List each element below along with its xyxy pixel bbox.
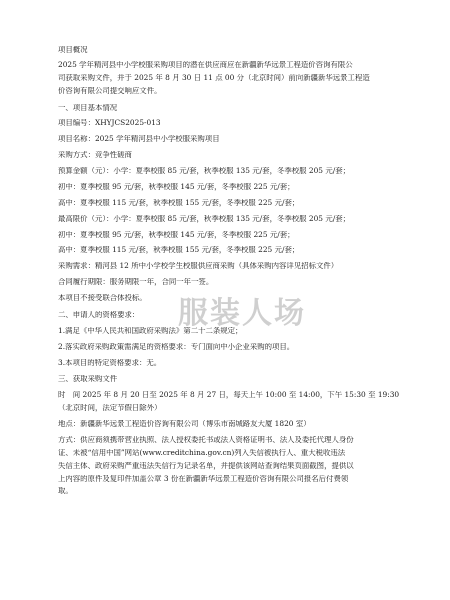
- section-heading-obtain-documents: 三、获取采购文件: [58, 375, 118, 384]
- obtain-method-line: 取。: [58, 487, 73, 496]
- obtain-method: 方式：供应商须携带营业执照、法人授权委托书或法人资格证明书、法人及委托代理人身份: [58, 435, 354, 444]
- project-name: 项目名称：2025 学年精河县中小学校服采购项目: [58, 135, 220, 144]
- consortium-note: 本项目不接受联合体投标。: [58, 294, 147, 302]
- intro-line: 2025 学年精河县中小学校服采购项目的潜在供应商应在新疆新华远景工程造价咨询有限公: [58, 60, 353, 69]
- intro-line: 司获取采购文件，并于 2025 年 8 月 30 日 11 点 00 分（北京时间）前向新疆新华远景工程造: [58, 73, 370, 82]
- project-number: 项目编号：XHYJCS2025-013: [58, 119, 161, 128]
- section-obtain-documents: [58, 391, 410, 496]
- intro-paragraph: [58, 61, 410, 96]
- max-price-high: 高中：夏季校服 115 元/套，秋季校服 155 元/套，冬季校服 225 元/套；: [58, 246, 300, 255]
- intro-line: 价咨询有限公司提交响应文件。: [58, 86, 162, 95]
- budget-high: 高中：夏季校服 115 元/套，秋季校服 155 元/套，冬季校服 225 元/套；: [58, 198, 300, 207]
- document-body: [58, 46, 410, 496]
- budget-primary: 预算金额（元）：小学：夏季校服 85 元/套，秋季校服 135 元/套，冬季校服 205 元/套；: [58, 167, 350, 175]
- obtain-method-line: 失信主体、政府采购严重违法失信行为记录名单，并提供该网站查询结果页面截图，提供以: [58, 461, 354, 470]
- contract-term: 合同履行期限：服务期限一年，合同一年一签。: [58, 278, 214, 287]
- watermark: 服装人场: [178, 296, 306, 331]
- obtain-time: 时 间 2025 年 8 月 20 日至 2025 年 8 月 27 日，每天上午 10:00 至 14:00，下午 15:30 至 19:30: [58, 391, 400, 400]
- qualification-item: 3.本项目的特定资格要求：无。: [58, 358, 162, 367]
- procurement-method: 采购方式：竞争性磋商: [58, 151, 132, 160]
- max-price-primary: 最高限价（元）：小学：夏季校服 85 元/套，秋季校服 135 元/套，冬季校服 205 元/套；: [58, 214, 350, 223]
- max-price-middle: 初中：夏季校服 95 元/套，秋季校服 145 元/套，冬季校服 225 元/套；: [58, 230, 295, 239]
- budget-middle: 初中：夏季校服 95 元/套，秋季校服 145 元/套，冬季校服 225 元/套；: [58, 182, 295, 191]
- section-basic-info: [58, 119, 410, 303]
- obtain-method-line: 证、未被“信用中国”网站(www.creditchina.gov.cn)列入失信被执行人、重大税收违法: [58, 448, 346, 457]
- document-title: 项目概况: [58, 46, 88, 54]
- obtain-time-note: （北京时间，法定节假日除外）: [58, 404, 162, 413]
- section-heading-basic-info: 一、项目基本情况: [58, 103, 118, 112]
- qualification-item: 1.满足《中华人民共和国政府采购法》第二十二条规定；: [58, 326, 243, 335]
- procurement-requirement: 采购需求：精河县 12 所中小学校学生校服供应商采购（具体采购内容详见招标文件）: [58, 262, 339, 271]
- qualification-item: 2.落实政府采购政策需满足的资格要求：专门面向中小企业采购的项目。: [58, 342, 295, 351]
- obtain-method-line: 上内容的原件及复印件加盖公章 3 份在新疆新华远景工程造价咨询有限公司报名后付费领: [58, 474, 349, 483]
- section-qualifications: [58, 327, 410, 368]
- obtain-location: 地点：新疆新华远景工程造价咨询有限公司（博乐市南城路友大厦 1820 室）: [58, 420, 311, 428]
- section-heading-qualifications: 二、申请人的资格要求：: [58, 310, 140, 319]
